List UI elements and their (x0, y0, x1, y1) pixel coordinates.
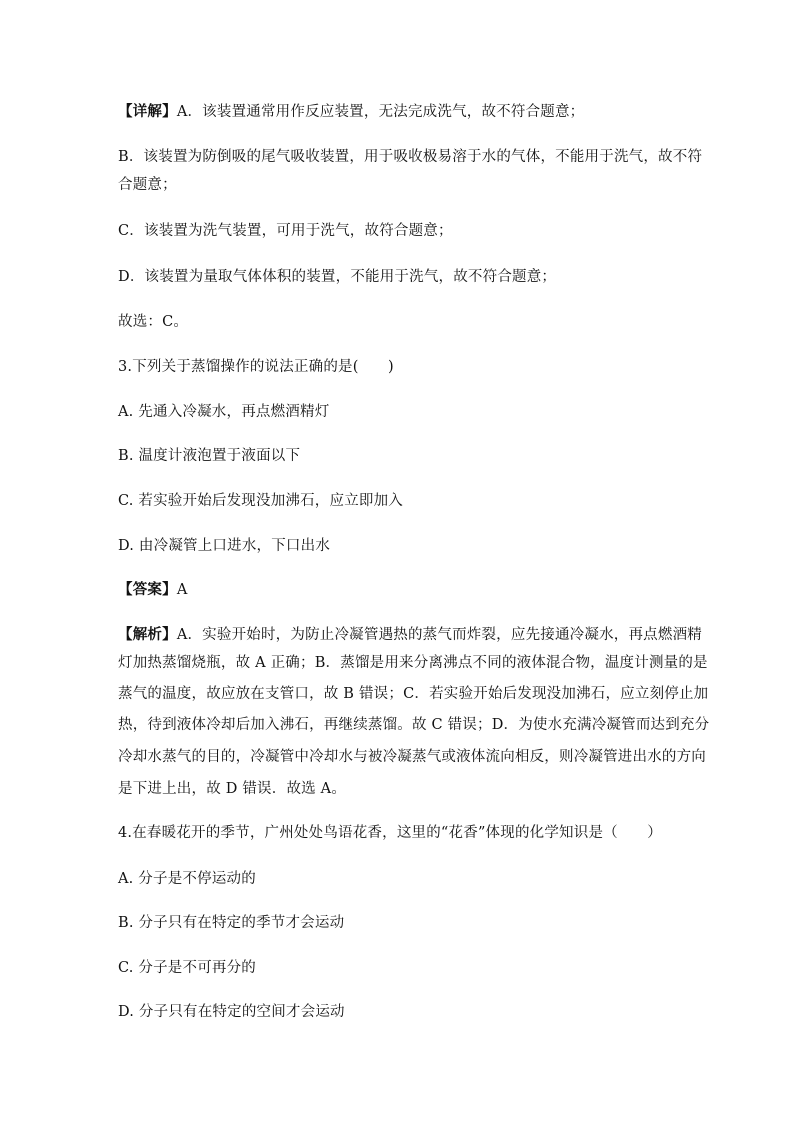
q3-analysis-line2: 灯加热蒸馏烧瓶，故 A 正确；B．蒸馏是用来分离沸点不同的液体混合物，温度计测量的是 (118, 655, 708, 671)
q4-option-b: B. 分子只有在特定的季节才会运动 (118, 915, 345, 931)
q2-choose: 故选：C。 (118, 314, 189, 330)
q2-explain-a: A．该装置通常用作反应装置，无法完成洗气，故不符合题意； (176, 104, 585, 120)
q3-analysis-line6: 是下进上出，故 D 错误．故选 A。 (118, 781, 347, 797)
q3-option-b: B. 温度计液泡置于液面以下 (118, 448, 301, 464)
q2-explain-b-line2: 合题意； (118, 177, 177, 193)
q2-explain-b-line1: B．该装置为防倒吸的尾气吸收装置，用于吸收极易溶于水的气体，不能用于洗气，故不符 (118, 149, 703, 165)
q3-option-a: A. 先通入冷凝水，再点燃酒精灯 (118, 404, 330, 420)
q3-option-d: D. 由冷凝管上口进水，下口出水 (118, 538, 331, 554)
q3-analysis-line4: 热，待到液体冷却后加入沸石，再继续蒸馏。故 C 错误；D．为使水充满冷凝管而达到充分 (118, 717, 710, 733)
q3-stem: 3.下列关于蒸馏操作的说法正确的是( ) (118, 359, 394, 375)
q3-analysis-line5: 冷却水蒸气的目的，冷凝管中冷却水与被冷凝蒸气或液体流向相反，则冷凝管进出水的方向 (118, 749, 706, 765)
q3-answer-label: 【答案】 (118, 581, 177, 598)
q2-explain-c: C．该装置为洗气装置，可用于洗气，故符合题意； (118, 223, 453, 239)
q3-analysis-text1: A．实验开始时，为防止冷凝管遇热的蒸气而炸裂，应先接通冷凝水，再点燃酒精 (176, 627, 702, 643)
q3-answer (118, 580, 187, 600)
q2-explain-line-a (118, 102, 584, 122)
q2-explain-d: D．该装置为量取气体体积的装置，不能用于洗气，故不符合题意； (118, 269, 557, 285)
q3-analysis-line1 (118, 625, 702, 645)
q3-analysis-label: 【解析】 (118, 626, 177, 643)
q3-option-c: C. 若实验开始后发现没加沸石，应立即加入 (118, 493, 403, 509)
q4-option-d: D. 分子只有在特定的空间才会运动 (118, 1004, 345, 1020)
q2-explain-label: 【详解】 (118, 103, 177, 120)
q3-answer-value: A (176, 582, 188, 598)
q4-stem: 4.在春暖花开的季节，广州处处鸟语花香，这里的“花香”体现的化学知识是（ ） (118, 825, 662, 841)
q4-option-c: C. 分子是不可再分的 (118, 960, 256, 976)
q4-option-a: A. 分子是不停运动的 (118, 871, 256, 887)
q3-analysis-line3: 蒸气的温度，故应放在支管口，故 B 错误；C．若实验开始后发现没加沸石，应立刻停止加 (118, 686, 709, 702)
